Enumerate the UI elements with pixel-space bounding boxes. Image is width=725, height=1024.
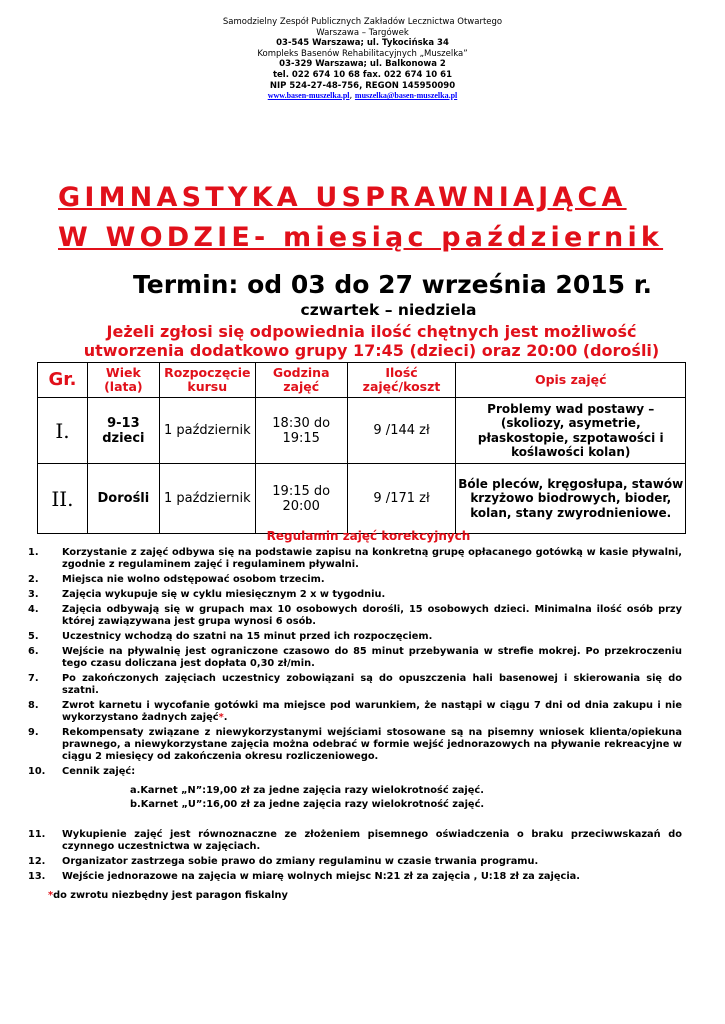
rule-item (28, 646, 682, 670)
rules-list (28, 547, 682, 886)
header-count: Ilość zajęć/koszt (347, 363, 456, 398)
header-line-2: Warszawa – Targówek (316, 27, 409, 38)
rule-number: 6. (28, 646, 39, 657)
header-line-4: Kompleks Basenów Rehabilitacyjnych „Muszelka” (257, 48, 468, 59)
cell-count: 9 /144 zł (347, 398, 456, 464)
header-age: Wiek (lata) (87, 363, 159, 398)
institution-header (0, 17, 725, 102)
rule-text: Zajęcia wykupuje się w cyklu miesięcznym 2 x w tygodniu. (62, 589, 386, 600)
rule-number: 3. (28, 589, 39, 600)
rule-text: Cennik zajęć: (62, 766, 136, 777)
cell-count: 9 /171 zł (347, 464, 456, 534)
schedule-table (37, 362, 686, 534)
email-link[interactable]: muszelka@basen-muszelka.pl (354, 91, 458, 101)
rule-text-wrap: Zwrot karnetu i wycofanie gotówki ma miejsce pod warunkiem, że nastąpi w ciągu 7 dni od dnia zakupu i nie wykorzystano żadnych zajęć*. (62, 700, 682, 723)
cell-group: II. (38, 464, 88, 534)
cell-time: 18:30 do 19:15 (255, 398, 347, 464)
title-line-2: W WODZIE- miesiąc październik (58, 222, 664, 253)
table-header-row (38, 363, 686, 398)
rule-text: Zwrot karnetu i wycofanie gotówki ma miejsce pod warunkiem, że nastąpi w ciągu 7 dni od dnia zakupu i nie wykorzystano żadnych zajęć (62, 700, 682, 723)
rule-item (28, 766, 682, 778)
footnote-text: do zwrotu niezbędny jest paragon fiskalny (53, 890, 288, 901)
rule-item (28, 700, 682, 724)
rule-number: 7. (28, 673, 39, 684)
rule-item (28, 673, 682, 697)
extra-group-note-1: Jeżeli zgłosi się odpowiednia ilość chętnych jest możliwość (106, 322, 637, 341)
rule-item (28, 547, 682, 571)
cell-start: 1 październik (159, 398, 255, 464)
cell-age: 9-13 dzieci (87, 398, 159, 464)
header-line-7: NIP 524-27-48-756, REGON 145950090 (269, 80, 456, 91)
rule-number: 4. (28, 604, 39, 615)
rule-text: Rekompensaty związane z niewykorzystanymi wejściami stosowane są na pisemny wniosek klienta/opiekuna prawnego, a niewykorzystane zajęcia można odebrać w formie wejść jednorazowych na pływanie rekreacyjne w ciągu 2 miesięcy od zakończenia okresu rozliczeniowego. (62, 727, 682, 762)
cell-desc: Problemy wad postawy – (skoliozy, asymetrie, płaskostopie, szpotawości i koślawości kolan) (456, 398, 686, 464)
rule-text: Uczestnicy wchodzą do szatni na 15 minut przed ich rozpoczęciem. (62, 631, 433, 642)
rule-text: Miejsca nie wolno odstępować osobom trzecim. (62, 574, 325, 585)
header-desc: Opis zajęć (456, 363, 686, 398)
rule-number: 13. (28, 871, 46, 882)
rule-item (28, 631, 682, 643)
rule-item (28, 829, 682, 853)
extra-group-note-2: utworzenia dodatkowo grupy 17:45 (dzieci) oraz 20:00 (dorośli) (83, 341, 660, 360)
header-line-6: tel. 022 674 10 68 fax. 022 674 10 61 (272, 69, 453, 80)
rule-text: Zajęcia odbywają się w grupach max 10 osobowych dorośli, 15 osobowych dzieci. Minimalna ilość osób przy której zawiązywana jest grupa wynosi 6 osób. (62, 604, 682, 627)
rule-number: 2. (28, 574, 39, 585)
rule-number: 9. (28, 727, 39, 738)
days-subheading: czwartek – niedziela (300, 301, 477, 319)
rule-number: 11. (28, 829, 46, 840)
rule-item (28, 589, 682, 601)
header-line-5: 03-329 Warszawa; ul. Balkonowa 2 (279, 59, 446, 70)
rule-text: Organizator zastrzega sobie prawo do zmiany regulaminu w czasie trwania programu. (62, 856, 539, 867)
rule-text: Wejście na pływalnię jest ograniczone czasowo do 85 minut przebywania w strefie mokrej. Po przekroczeniu tego czasu doliczana jest dopłata 0,30 zł/min. (62, 646, 682, 669)
rule-text: Korzystanie z zajęć odbywa się na podstawie zapisu na konkretną grupę opłacanego gotówką w kasie pływalni, zgodnie z regulaminem zajęć i regulaminem pływalni. (62, 547, 682, 570)
rule-number: 12. (28, 856, 46, 867)
rule-text: Wejście jednorazowe na zajęcia w miarę wolnych miejsc N:21 zł za zajęcia , U:18 zł za zajęcia. (62, 871, 581, 882)
rule-text: Wykupienie zajęć jest równoznaczne ze złożeniem pisemnego oświadczenia o braku przeciwwskazań do czynnego uczestnictwa w zajęciach. (62, 829, 682, 852)
rule-number: 1. (28, 547, 39, 558)
title-line-1: GIMNASTYKA USPRAWNIAJĄCA (58, 182, 627, 213)
footnote-asterisk: * (48, 890, 54, 901)
table-row (38, 464, 686, 534)
header-start: Rozpoczęcie kursu (159, 363, 255, 398)
rule-text: Po zakończonych zajęciach uczestnicy zobowiązani są do opuszczenia hali basenowej i skierowania się do szatni. (62, 673, 682, 696)
price-list (130, 784, 682, 812)
rule-item (28, 574, 682, 586)
table-row (38, 398, 686, 464)
footnote (48, 890, 288, 901)
rule-number: 10. (28, 766, 46, 777)
price-item-n: a.Karnet „N”:19,00 zł za jedne zajęcia razy wielokrotność zajęć. (130, 785, 484, 796)
asterisk-mark: * (218, 712, 224, 723)
rule-number: 8. (28, 700, 39, 711)
termin-heading: Termin: od 03 do 27 września 2015 r. (133, 270, 652, 299)
header-links (0, 91, 725, 102)
cell-time: 19:15 do 20:00 (255, 464, 347, 534)
link-separator: , (349, 91, 355, 102)
rule-item (28, 604, 682, 628)
header-line-1: Samodzielny Zespół Publicznych Zakładów Lecznictwa Otwartego (222, 17, 503, 27)
rule-number: 5. (28, 631, 39, 642)
cell-start: 1 październik (159, 464, 255, 534)
rule-item (28, 856, 682, 868)
cell-age: Dorośli (87, 464, 159, 534)
cell-desc: Bóle pleców, kręgosłupa, stawów krzyżowo biodrowych, bioder, kolan, stany zwyrodnieniowe. (456, 464, 686, 534)
header-line-3: 03-545 Warszawa; ul. Tykocińska 34 (276, 38, 449, 49)
price-item-u: b.Karnet „U”:16,00 zł za jedne zajęcia razy wielokrotność zajęć. (130, 799, 485, 810)
rule-item (28, 727, 682, 763)
website-link[interactable]: www.basen-muszelka.pl (267, 91, 350, 101)
header-group: Gr. (38, 363, 88, 398)
cell-group: I. (38, 398, 88, 464)
header-time: Godzina zajęć (255, 363, 347, 398)
rule-item (28, 871, 682, 883)
rules-title: Regulamin zajęć korekcyjnych (266, 529, 471, 543)
